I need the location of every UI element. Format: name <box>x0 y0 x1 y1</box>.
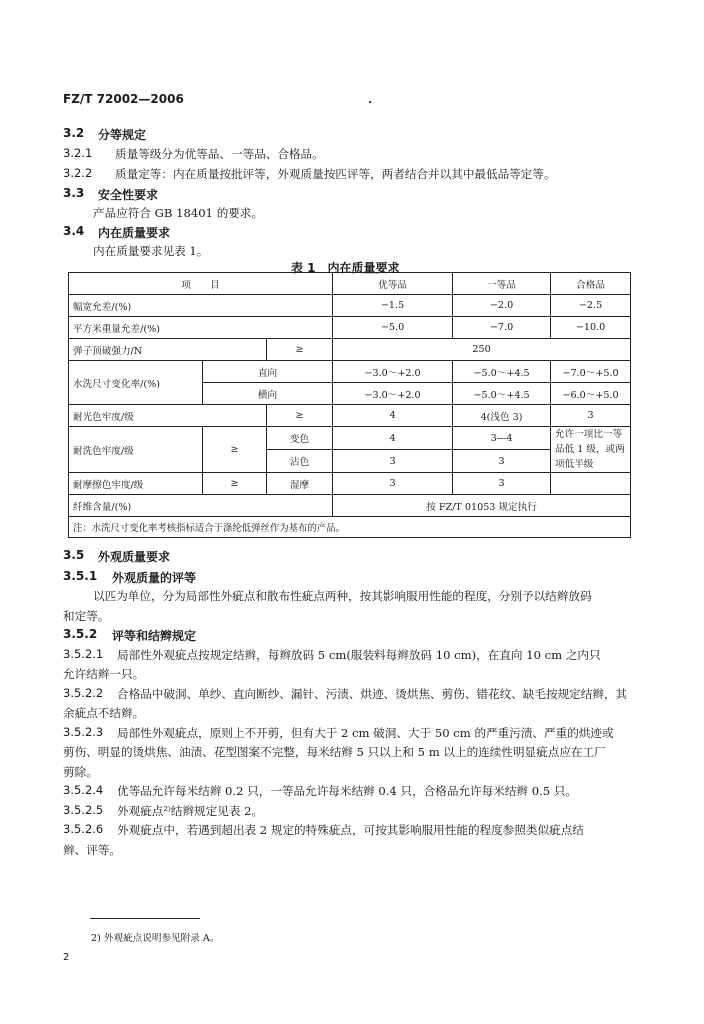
clause-3-2-1-text: 质量等级分为优等品、一等品、合格品。 <box>115 147 324 161</box>
page-number: 2 <box>63 952 70 963</box>
shrink-warp-label: 直向 <box>203 361 333 383</box>
rub-cmp: ≥ <box>203 473 267 495</box>
mass-dev-g3: −10.0 <box>551 317 631 339</box>
clause-3-5-2-3-text-line1: 局部性外观疵点，原则上不开剪，但有大于 2 cm 破洞、大于 50 cm 的严重污渍、严重的烘迹或 <box>117 726 614 740</box>
header-item: 项 目 <box>69 273 333 295</box>
burst-label: 弹子顶破强力/N <box>69 339 267 361</box>
fiber-label: 纤维含量/(%) <box>69 495 333 517</box>
fiber-value: 按 FZ/T 01053 规定执行 <box>333 495 631 517</box>
width-dev-g2: −2.0 <box>453 295 551 317</box>
shrink-weft-g1: −3.0～+2.0 <box>333 383 453 405</box>
clause-3-5-2-4-number: 3.5.2.4 <box>63 783 104 797</box>
wash-label: 耐洗色牢度/级 <box>69 427 203 473</box>
table-row <box>69 295 631 317</box>
wash-change-g1: 4 <box>333 427 453 450</box>
section-3-4-text: 内在质量要求见表 1。 <box>93 244 209 258</box>
width-dev-label: 幅宽允差/(%) <box>69 295 333 317</box>
light-label: 耐光色牢度/级 <box>69 405 267 427</box>
section-3-5-number: 3.5 <box>63 548 85 562</box>
clause-3-5-2-1-text-line1: 局部性外观疵点按规定结辫，每辫放码 5 cm(服装料每辫放码 10 cm)，在直向 10 cm 之内只 <box>117 648 601 662</box>
header-grade-3: 合格品 <box>551 273 631 295</box>
clause-3-5-2-2-text-line1: 合格品中破洞、单纱、直向断纱、漏针、污渍、烘迹、烫烘焦、剪伤、错花纹、缺毛按规定结辫，其 <box>117 687 628 701</box>
section-3-3-number: 3.3 <box>63 186 85 200</box>
wash-stain-g2: 3 <box>453 450 551 473</box>
shrink-weft-g3: −6.0～+5.0 <box>551 383 631 405</box>
light-cmp: ≥ <box>267 405 333 427</box>
section-3-3-title: 安全性要求 <box>98 188 159 202</box>
clause-3-5-2-6-text-line2: 辫、评等。 <box>63 843 121 857</box>
header-grade-1: 优等品 <box>333 273 453 295</box>
shrink-warp-g1: −3.0～+2.0 <box>333 361 453 383</box>
table-row <box>69 495 631 517</box>
clause-3-5-1-title: 外观质量的评等 <box>112 571 197 585</box>
clause-3-5-2-6-number: 3.5.2.6 <box>63 822 104 836</box>
table-header-row <box>69 273 631 295</box>
scan-dot <box>369 101 371 103</box>
section-3-4-number: 3.4 <box>63 224 85 238</box>
rub-sub-label: 湿摩 <box>267 473 333 495</box>
table-row <box>69 427 631 450</box>
mass-dev-g1: −5.0 <box>333 317 453 339</box>
wash-cmp: ≥ <box>203 427 267 473</box>
clause-3-5-2-2-number: 3.5.2.2 <box>63 686 104 700</box>
clause-3-5-2-number: 3.5.2 <box>63 627 98 641</box>
rub-g2: 3 <box>453 473 551 495</box>
wash-stain-g1: 3 <box>333 450 453 473</box>
quality-table <box>68 272 631 538</box>
footnote: 2) 外观疵点说明参见附录 A。 <box>91 933 220 944</box>
section-3-5-title: 外观质量要求 <box>98 550 171 564</box>
clause-3-5-2-5-number: 3.5.2.5 <box>63 803 104 817</box>
clause-3-2-2-number: 3.2.2 <box>63 166 93 180</box>
clause-3-5-1-text-line1: 以匹为单位，分为局部性外疵点和散布性疵点两种，按其影响服用性能的程度，分别予以结辫放码 <box>93 589 592 603</box>
mass-dev-label: 平方米重量允差/(%) <box>69 317 333 339</box>
clause-3-2-2-text: 质量定等：内在质量按批评等，外观质量按匹评等，两者结合并以其中最低品等定等。 <box>115 167 556 181</box>
clause-3-5-2-2-text-line2: 余疵点不结辫。 <box>63 706 145 720</box>
clause-3-5-2-1-number: 3.5.2.1 <box>63 647 104 661</box>
shrink-warp-g3: −7.0～+5.0 <box>551 361 631 383</box>
clause-3-5-2-5-text: 外观疵点²⁾结辫规定见表 2。 <box>117 804 264 818</box>
shrink-warp-g2: −5.0～+4.5 <box>453 361 551 383</box>
shrink-weft-g2: −5.0～+4.5 <box>453 383 551 405</box>
rub-g1: 3 <box>333 473 453 495</box>
clause-3-5-2-3-text-line3: 剪除。 <box>63 765 98 779</box>
wash-g3: 允许一项比一等品低 1 级，或两项低半级 <box>551 427 631 473</box>
header-grade-2: 一等品 <box>453 273 551 295</box>
clause-3-5-1-number: 3.5.1 <box>63 569 98 583</box>
rub-g3-empty <box>551 473 631 495</box>
table-1-caption: 表 1 内在质量要求 <box>291 261 400 275</box>
table-note-row <box>69 517 631 538</box>
clause-3-5-2-6-text-line1: 外观疵点中，若遇到超出表 2 规定的特殊疵点，可按其影响服用性能的程度参照类似疵点结 <box>117 823 584 837</box>
clause-3-5-2-4-text: 优等品允许每米结辫 0.2 只，一等品允许每米结辫 0.4 只，合格品允许每米结辫 0.5 只。 <box>117 784 578 798</box>
wash-change-g2: 3—4 <box>453 427 551 450</box>
clause-3-5-2-3-number: 3.5.2.3 <box>63 725 104 739</box>
burst-cmp: ≥ <box>267 339 333 361</box>
width-dev-g3: −2.5 <box>551 295 631 317</box>
table-row <box>69 317 631 339</box>
section-3-2-number: 3.2 <box>63 126 85 140</box>
width-dev-g1: −1.5 <box>333 295 453 317</box>
table-row <box>69 339 631 361</box>
burst-value: 250 <box>333 339 631 361</box>
clause-3-5-2-title: 评等和结辫规定 <box>112 629 197 643</box>
clause-3-5-2-1-text-line2: 允许结辫一只。 <box>63 667 145 681</box>
light-g1: 4 <box>333 405 453 427</box>
table-row <box>69 405 631 427</box>
light-g2: 4(浅色 3) <box>453 405 551 427</box>
rub-label: 耐摩擦色牢度/级 <box>69 473 203 495</box>
clause-3-2-1-number: 3.2.1 <box>63 146 93 160</box>
section-3-4-title: 内在质量要求 <box>98 226 171 240</box>
table-row <box>69 473 631 495</box>
table-row <box>69 361 631 383</box>
standard-number: FZ/T 72002—2006 <box>63 92 184 106</box>
table-note: 注：水洗尺寸变化率考核指标适合于涤纶低弹丝作为基布的产品。 <box>69 517 631 538</box>
section-3-2-title: 分等规定 <box>98 128 147 142</box>
wash-stain-label: 沾色 <box>267 450 333 473</box>
clause-3-5-1-text-line2: 和定等。 <box>63 609 110 623</box>
shrink-weft-label: 横向 <box>203 383 333 405</box>
light-g3: 3 <box>551 405 631 427</box>
mass-dev-g2: −7.0 <box>453 317 551 339</box>
section-3-3-text: 产品应符合 GB 18401 的要求。 <box>93 206 264 220</box>
wash-change-label: 变色 <box>267 427 333 450</box>
footnote-rule <box>90 918 200 919</box>
shrink-label: 水洗尺寸变化率/(%) <box>69 361 203 405</box>
clause-3-5-2-3-text-line2: 剪伤、明显的烫烘焦、油渍、花型图案不完整，每米结辫 5 只以上和 5 m 以上的连续性明显疵点应在工厂 <box>63 745 606 759</box>
